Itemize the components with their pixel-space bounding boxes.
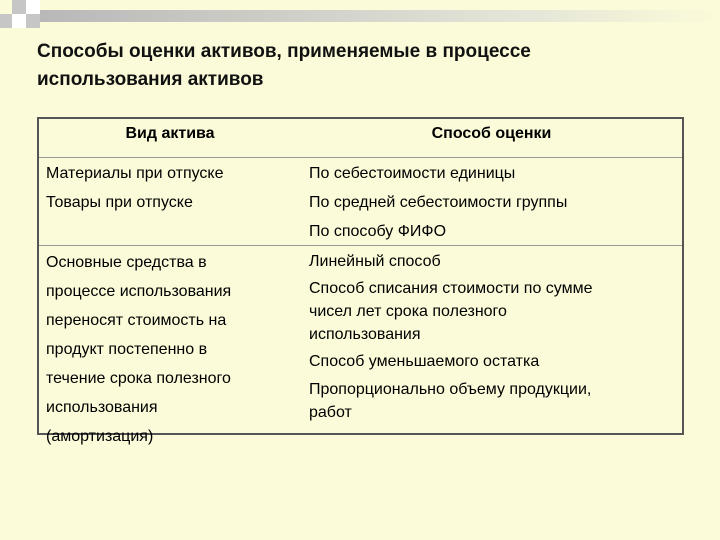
- decor-bar: [40, 10, 720, 22]
- cell-line: работ: [309, 404, 352, 421]
- cell-line: Линейный способ: [309, 253, 441, 270]
- cell-line: течение срока полезного: [46, 370, 231, 387]
- decor-square: [12, 14, 26, 28]
- header-valuation-method: Способ оценки: [431, 125, 552, 142]
- cell-line: (амортизация): [46, 428, 154, 445]
- cell-line: использования: [309, 326, 421, 343]
- title-line: использования активов: [37, 69, 264, 90]
- cell-line: процессе использования: [46, 283, 232, 300]
- cell-line: Товары при отпуске: [46, 194, 193, 211]
- table-row: [39, 157, 682, 246]
- decor-square: [0, 14, 12, 28]
- decor-square: [26, 0, 40, 14]
- cell-line: По средней себестоимости группы: [309, 194, 568, 211]
- slide-title: [37, 38, 697, 94]
- decor-square: [12, 0, 26, 14]
- asset-cell: [39, 157, 301, 245]
- method-cell: [301, 157, 682, 245]
- cell-line: Способ списания стоимости по сумме: [309, 280, 593, 297]
- header-decoration: [0, 0, 720, 40]
- cell-line: использования: [46, 399, 158, 416]
- cell-line: Основные средства в: [46, 254, 207, 271]
- cell-line: переносят стоимость на: [46, 312, 227, 329]
- cell-line: По способу ФИФО: [309, 223, 447, 240]
- cell-line: Материалы при отпуске: [46, 165, 224, 182]
- cell-line: По себестоимости единицы: [309, 165, 516, 182]
- decor-square: [26, 14, 40, 28]
- header-asset-type: Вид актива: [125, 125, 215, 142]
- asset-cell: [39, 246, 301, 445]
- cell-line: продукт постепенно в: [46, 341, 208, 358]
- cell-line: Способ уменьшаемого остатка: [309, 353, 540, 370]
- method-cell: [301, 246, 682, 433]
- cell-line: чисел лет срока полезного: [309, 303, 507, 320]
- table-row: [39, 246, 682, 445]
- cell-line: Пропорционально объему продукции,: [309, 381, 592, 398]
- valuation-table: [37, 117, 684, 445]
- table-header-row: [39, 119, 682, 158]
- title-line: Способы оценки активов, применяемые в процессе: [37, 41, 531, 62]
